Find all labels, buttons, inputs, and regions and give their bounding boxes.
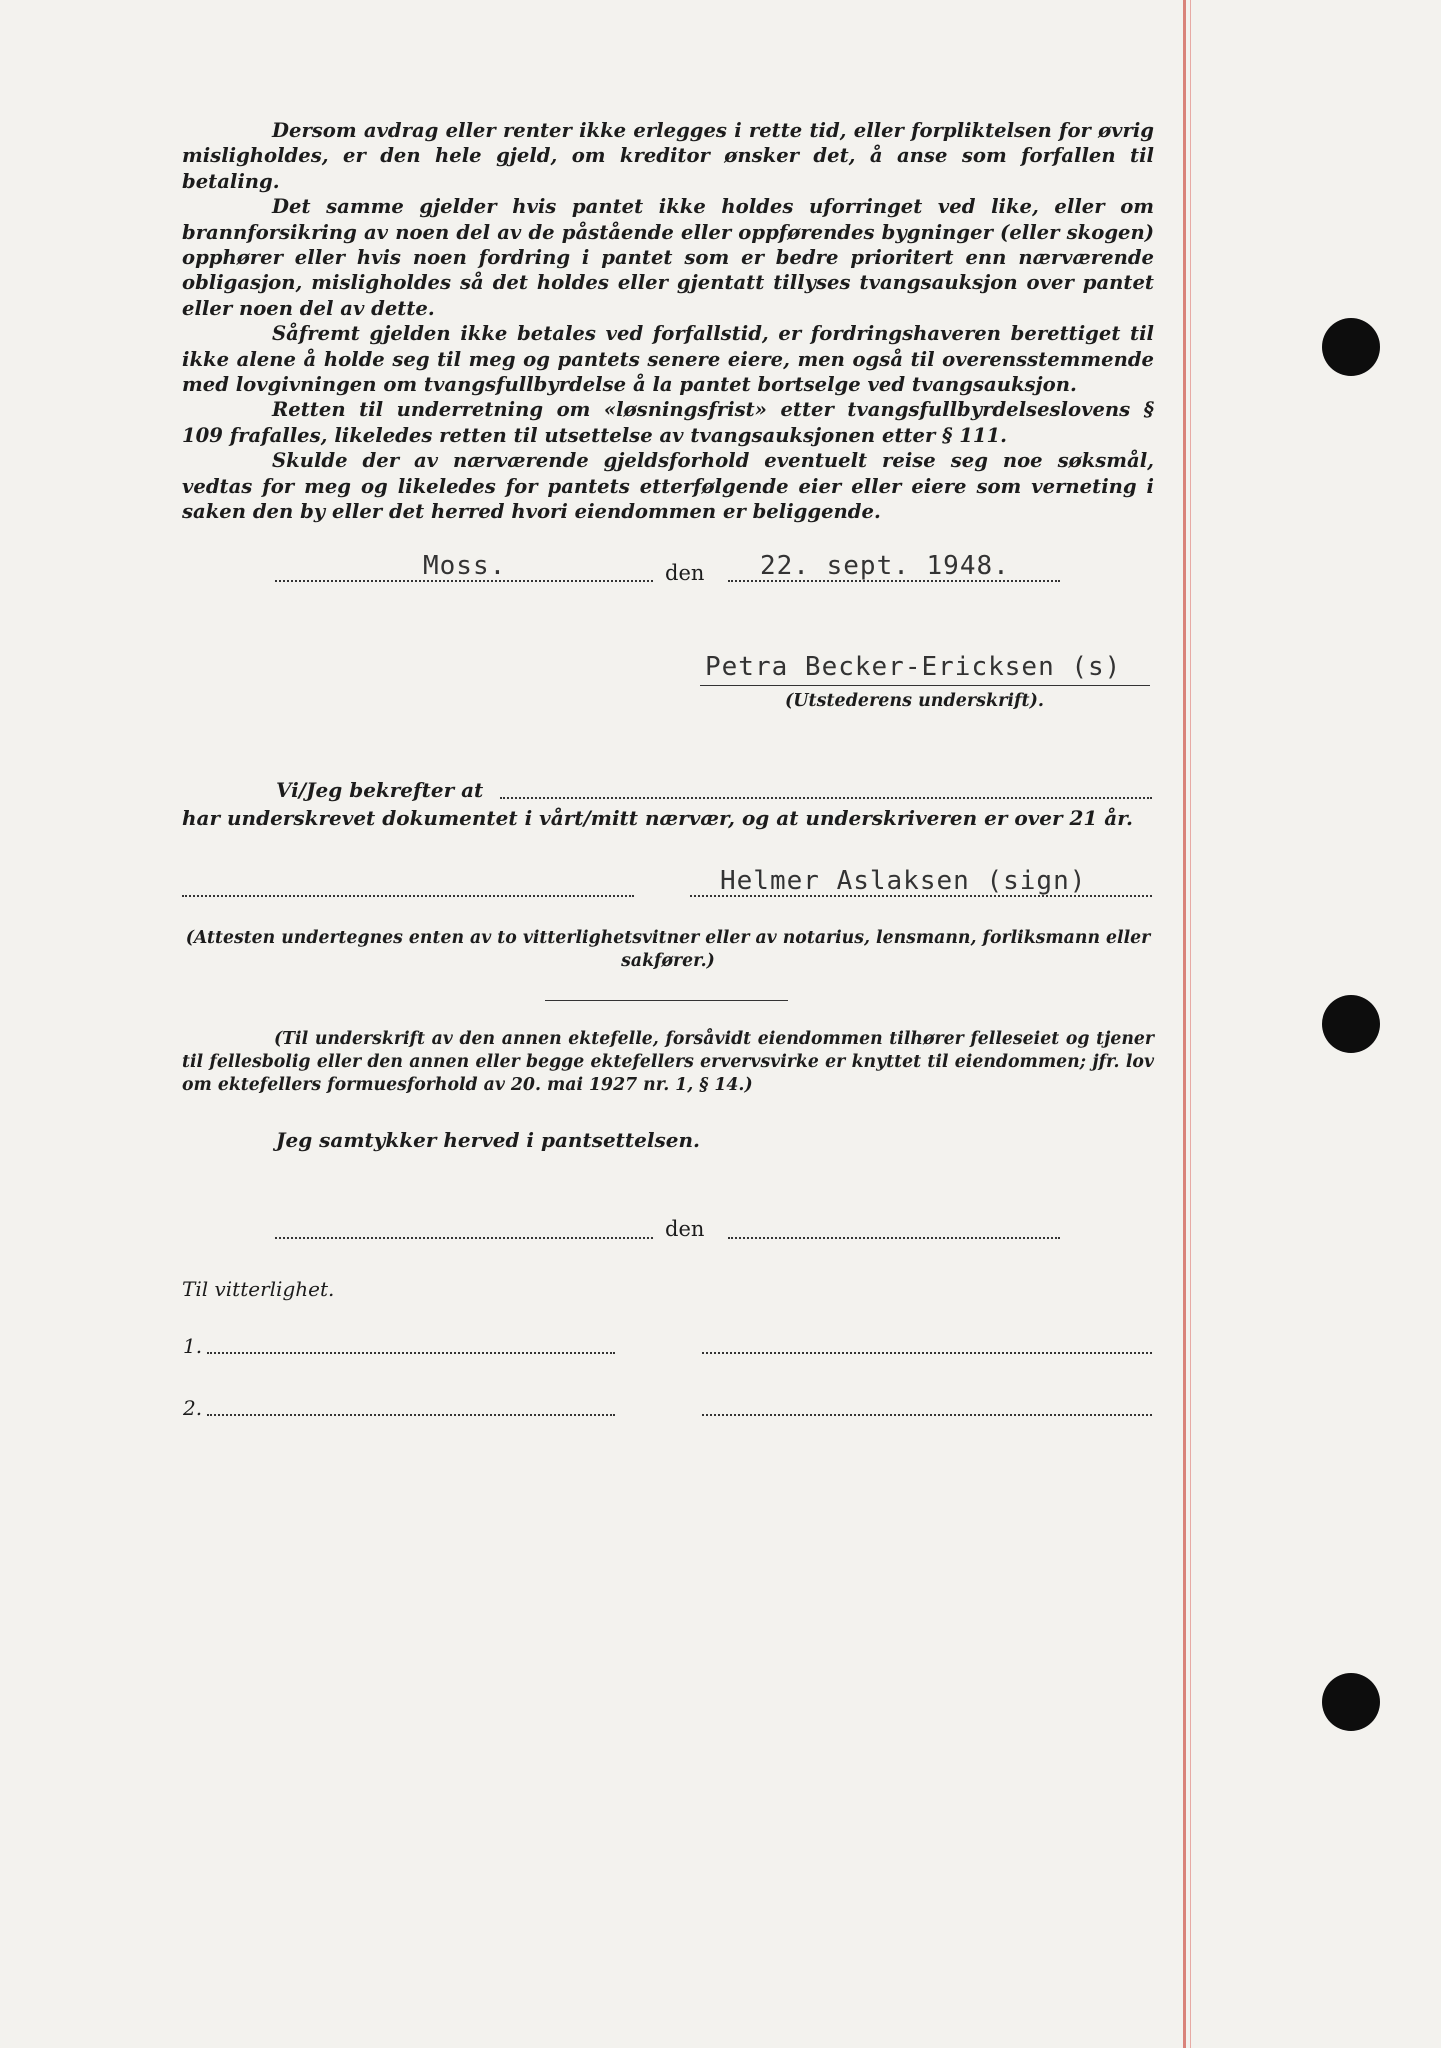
clause-default: Dersom avdrag eller renter ikke erlegges i rette tid, eller forpliktelsen for øvrig misligholdes, er den hele gjeld, om kreditor ønsker det, å anse som forfallen til betaling. bbox=[182, 119, 1154, 193]
clause-notice-waiver: Retten til underretning om «løsningsfrist» etter tvangsfullbyrdelseslovens § 109 frafalles, likeledes retten til utsettelse av tvangsauksjonen etter § 111. bbox=[182, 398, 1154, 447]
obligation-clauses bbox=[182, 118, 1154, 525]
den-label: den bbox=[665, 561, 705, 585]
date-value: 22. sept. 1948. bbox=[760, 551, 1010, 581]
attest-left-dotted-line bbox=[182, 895, 634, 897]
clause-venue: Skulde der av nærværende gjeldsforhold eventuelt reise seg noe søksmål, vedtas for meg og likeledes for pantets etterfølgende eier eller eiere som verneting i saken den by eller det herred hvori eiendommen er beliggende. bbox=[182, 449, 1154, 524]
spouse-date-dotted-line bbox=[728, 1237, 1060, 1239]
attest-signature: Helmer Aslaksen (sign) bbox=[720, 866, 1087, 896]
witness-2-left-line bbox=[207, 1414, 615, 1416]
witness-2-number: 2. bbox=[183, 1396, 203, 1420]
witness-heading: Til vitterlighet. bbox=[182, 1277, 335, 1301]
witness-2-right-line bbox=[702, 1414, 1152, 1416]
margin-rule bbox=[1183, 0, 1186, 2048]
attest-names-dotted-line bbox=[500, 797, 1152, 799]
attest-lead: Vi/Jeg bekrefter at bbox=[276, 778, 484, 802]
attest-statement: har underskrevet dokumentet i vårt/mitt nærvær, og at underskriveren er over 21 år. bbox=[182, 806, 1133, 830]
spouse-consent: Jeg samtykker herved i pantsettelsen. bbox=[276, 1128, 700, 1152]
spouse-den-label: den bbox=[665, 1217, 705, 1241]
witness-1-left-line bbox=[207, 1352, 615, 1354]
place-value: Moss. bbox=[423, 551, 507, 581]
clause-forced-sale: Såfremt gjelden ikke betales ved forfallstid, er fordringshaveren berettiget til ikke alene å holde seg til meg og pantets senere eiere, men også til overensstemmende med lovgivningen om tvangsfullbyrdelse å la pantet bortselge ved tvangsauksjon. bbox=[182, 322, 1154, 397]
clause-pledge-condition: Det samme gjelder hvis pantet ikke holdes uforringet ved like, eller om brannforsikring av noen del av de påstående eller oppførendes bygninger (eller skogen) opphører eller hvis noen fordring i pantet som er bedre prioritert enn nærværende obligasjon, misligholdes så det holdes eller gjentatt tillyses tvangsauksjon over pantet eller noen del av dette. bbox=[182, 195, 1154, 320]
issuer-signature-underline bbox=[700, 685, 1150, 686]
witness-1-number: 1. bbox=[183, 1334, 203, 1358]
spouse-place-dotted-line bbox=[275, 1237, 653, 1239]
punch-hole-bottom bbox=[1322, 1673, 1380, 1731]
punch-hole-top bbox=[1322, 318, 1380, 376]
section-divider bbox=[545, 1000, 788, 1001]
issuer-caption: (Utstederens underskrift). bbox=[785, 691, 1044, 711]
attest-note: (Attesten undertegnes enten av to vitterlighetsvitner eller av notarius, lensmann, forliksmann eller sakfører.) bbox=[185, 928, 1151, 971]
punch-hole-middle bbox=[1322, 995, 1380, 1053]
margin-rule-inner bbox=[1190, 0, 1191, 2048]
issuer-signature: Petra Becker-Ericksen (s) bbox=[705, 652, 1122, 682]
witness-1-right-line bbox=[702, 1352, 1152, 1354]
spouse-note: (Til underskrift av den annen ektefelle, forsåvidt eiendommen tilhører felleseiet og tjener til fellesbolig eller den annen eller begge ektefellers ervervsvirke er knyttet til eiendommen; jfr. lov om ektefellers formuesforhold av 20. mai 1927 nr. 1, § 14.) bbox=[182, 1029, 1154, 1095]
